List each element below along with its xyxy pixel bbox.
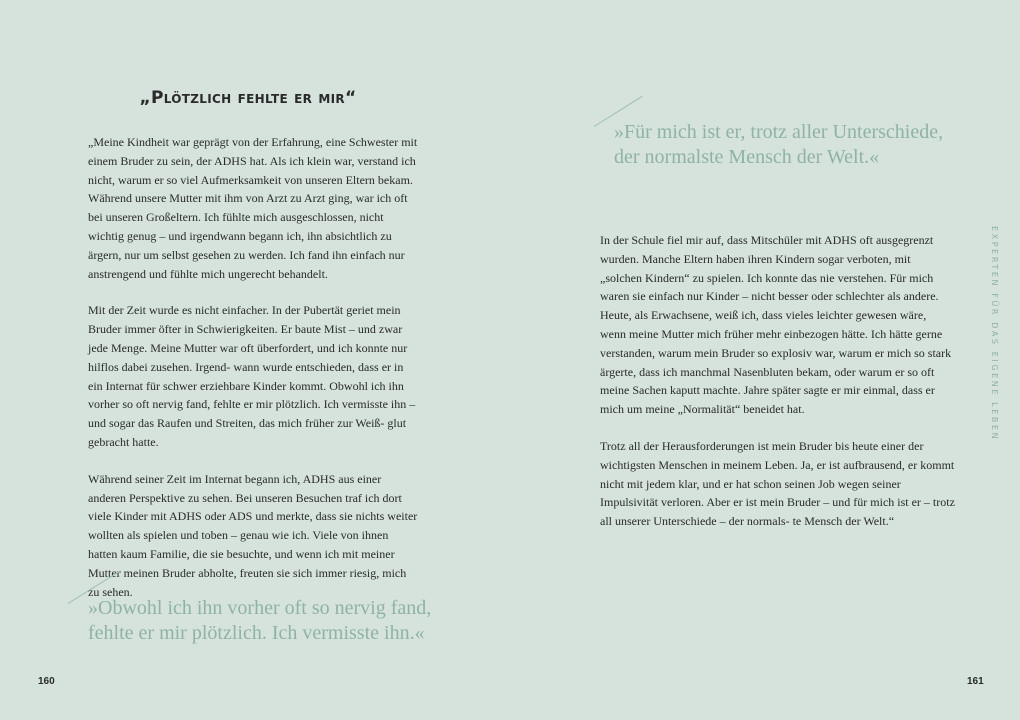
paragraph: Trotz all der Herausforderungen ist mein Bruder bis heute einer der wichtigsten Menschen in meinem Leben. Ja, er ist aufbrausend, er kommt nicht mit jedem klar, und er hat schon seinen Job wegen seiner Impulsivität verloren. Aber er ist mein Bruder – und für mich ist er – trotz all unserer Unterschiede – der normals- te Mensch der Welt.“ <box>600 438 955 529</box>
running-head: EXPERTEN FÜR DAS EIGENE LEBEN <box>990 226 999 442</box>
page-number-right: 161 <box>967 676 984 687</box>
paragraph: Mit der Zeit wurde es nicht einfacher. In der Pubertät geriet mein Bruder immer öfter in Schwierigkeiten. Er baute Mist – und zwar jede Menge. Meine Mutter war oft überfordert, und ich konnte nur hilflos dabei zusehen. Irgend- wann wurde entschieden, dass er in ein Internat für schwer erziehbare Kinder kommt. Obwohl ich ihn vorher so oft nervig fand, fehlte er mir plötzlich. Ich vermisste ihn – und sogar das Raufen und Streiten, das mich früher zur Weiß- glut gebracht hatte. <box>88 303 416 449</box>
right-body-text <box>600 231 955 549</box>
paragraph: Während seiner Zeit im Internat begann ich, ADHS aus einer anderen Perspektive zu sehen. Bei unseren Besuchen traf ich dort viele Kinder mit ADHS oder ADS und merkte, dass sie nichts weiter wollten als spielen und toben – genau wie ich. Viele von ihnen hatten kaum Familie, die sie besuchte, und wenn ich mit meiner Mutter meinen Bruder abholte, freuten sie sich immer riesig, mich zu sehen. <box>88 471 418 599</box>
page-number-left: 160 <box>38 676 55 687</box>
section-title: „Plötzlich fehlte er mir“ <box>139 88 357 108</box>
left-body-text <box>88 133 418 619</box>
paragraph: „Meine Kindheit war geprägt von der Erfahrung, eine Schwester mit einem Bruder zu sein, der ADHS hat. Als ich klein war, verstand ich nicht, warum er so viel Aufmerksamkeit von unseren Eltern bekam. Während unsere Mutter mit ihm von Arzt zu Arzt ging, war ich oft bei unseren Großeltern. Ich fühlte mich ausgeschlossen, nicht wichtig genug – und irgendwann begann ich, ihn absichtlich zu ärgern, nur um selbst gesehen zu werden. Ich fand ihn einfach nur anstrengend und fühlte mich ungerecht behandelt. <box>88 135 418 281</box>
pull-quote-left: »Obwohl ich ihn vorher oft so nervig fand, fehlte er mir plötzlich. Ich vermisste ihn.« <box>88 597 432 644</box>
paragraph: In der Schule fiel mir auf, dass Mitschüler mit ADHS oft ausgegrenzt wurden. Manche Eltern haben ihren Kindern sogar verboten, mit „solchen Kindern“ zu spielen. Ich konnte das nie verstehen. Für mich waren sie einfach nur Kinder – nicht besser oder schlechter als andere. Heute, als Erwachsene, weiß ich, dass vieles leichter gewesen wäre, wenn meine Mutter mich früher mehr einbezogen hätte. Ich hätte gerne verstanden, warum mein Bruder so explosiv war, warum er mich so stark ärgerte, dass ich manchmal Nasenbluten bekam, oder warum er so oft meine Sachen kaputt machte. Jahre später sagte er mir einmal, dass er mich um meine „Normalität“ beneidet hat. <box>600 233 952 417</box>
pull-quote-right: »Für mich ist er, trotz aller Unterschiede, der normalste Mensch der Welt.« <box>614 121 944 168</box>
